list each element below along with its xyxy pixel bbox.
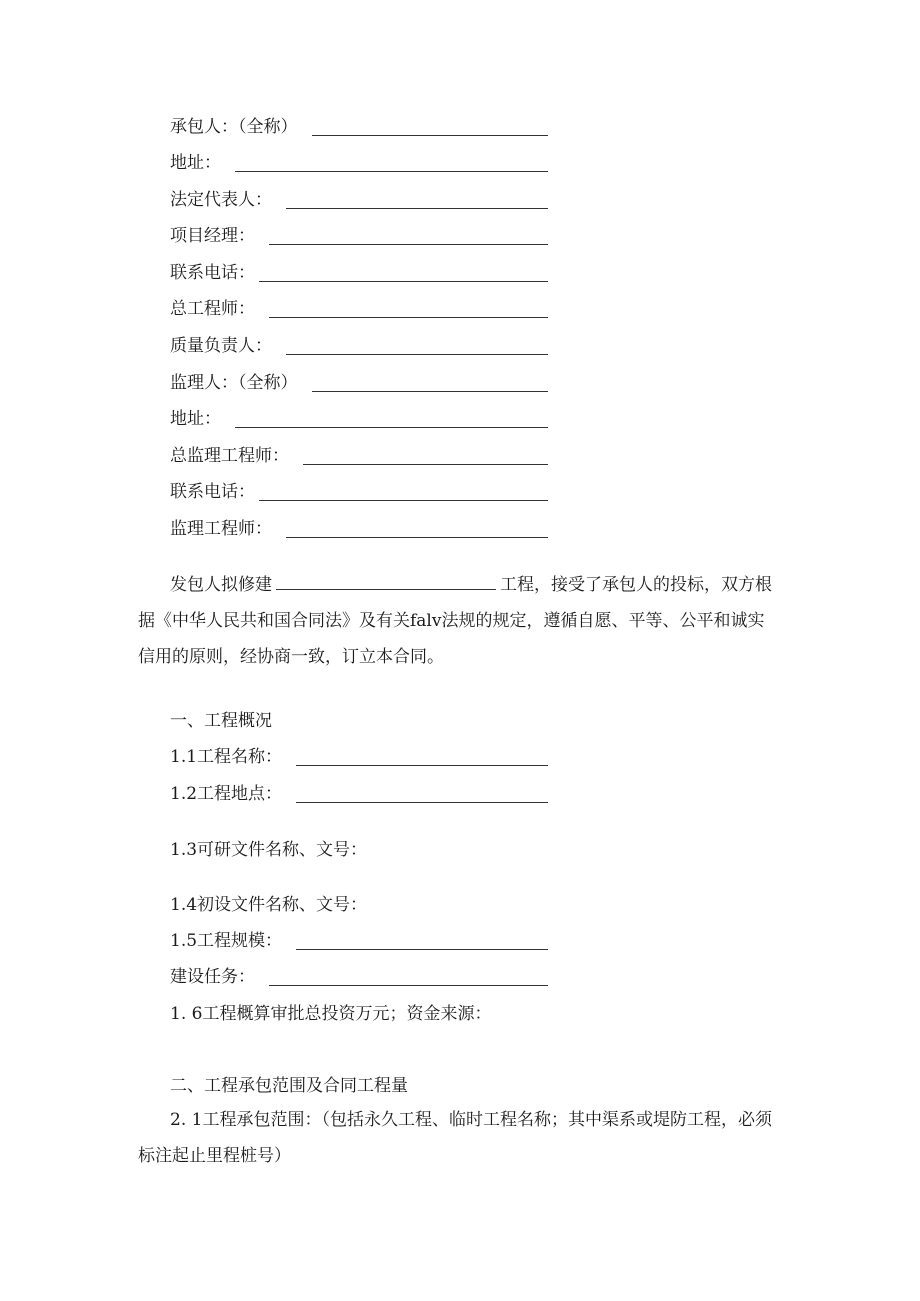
blank-line: [296, 948, 548, 950]
field-label: 1.2工程地点：: [170, 784, 283, 804]
blank-line: [235, 426, 548, 428]
legal-representative-row: [170, 185, 548, 213]
blank-line: [296, 764, 548, 766]
blank-line: [269, 984, 548, 986]
chief-supervising-engineer-row: [170, 441, 548, 469]
blank-line: [269, 243, 548, 245]
intro-part2: 工程，接受了承包人的投标，双方根据《中华人民共和国合同法》及有关falv法规的规定，遵循自愿、平等、公平和诚实信用的原则，经协商一致，订立本合同。: [138, 575, 772, 667]
budget-line: 1. 6工程概算审批总投资万元；资金来源：: [170, 1004, 492, 1024]
field-label: 承包人：（全称）: [170, 117, 298, 137]
intro-part1: 发包人拟修建: [170, 575, 272, 595]
supervisor-fullname-row: [170, 368, 548, 396]
field-label: 监理人：（全称）: [170, 373, 298, 393]
supervising-engineer-row: [170, 514, 548, 542]
blank-line: [235, 170, 548, 172]
quality-manager-row: [170, 331, 548, 359]
project-name-blank: [276, 575, 496, 590]
blank-line: [312, 134, 549, 136]
field-label: 联系电话：: [170, 263, 255, 283]
field-label: 总工程师：: [170, 299, 255, 319]
blank-line: [303, 463, 548, 465]
construction-task-row: [170, 962, 548, 990]
field-label: 监理工程师：: [170, 519, 272, 539]
blank-line: [286, 353, 548, 355]
field-label: 项目经理：: [170, 226, 255, 246]
supervisor-address-row: [170, 404, 548, 432]
contractor-phone-row: [170, 258, 548, 286]
blank-line: [259, 499, 548, 501]
field-label: 建设任务：: [170, 967, 255, 987]
supervisor-phone-row: [170, 477, 548, 505]
blank-line: [286, 536, 548, 538]
field-label: 地址：: [170, 409, 221, 429]
scope-paragraph: 2. 1工程承包范围：（包括永久工程、临时工程名称；其中渠系或堤防工程，必须标注起止里程桩号）: [138, 1110, 772, 1166]
contractor-fullname-row: [170, 112, 548, 140]
field-label: 质量负责人：: [170, 336, 272, 356]
preliminary-design-doc-line: 1.4初设文件名称、文号：: [170, 895, 368, 915]
blank-line: [296, 801, 548, 803]
project-scale-row: [170, 926, 548, 954]
feasibility-doc-line: 1.3可研文件名称、文号：: [170, 840, 368, 860]
section1-heading: 一、工程概况: [170, 711, 272, 731]
intro-paragraph: [138, 567, 778, 675]
field-label: 法定代表人：: [170, 190, 272, 210]
field-label: 联系电话：: [170, 482, 255, 502]
blank-line: [312, 390, 549, 392]
field-label: 1.1工程名称：: [170, 747, 283, 767]
project-location-row: [170, 779, 548, 807]
section2-heading: 二、工程承包范围及合同工程量: [170, 1076, 408, 1096]
field-label: 总监理工程师：: [170, 446, 289, 466]
field-label: 地址：: [170, 153, 221, 173]
project-name-row: [170, 742, 548, 770]
chief-engineer-row: [170, 294, 548, 322]
blank-line: [259, 280, 548, 282]
blank-line: [286, 207, 548, 209]
field-label: 1.5工程规模：: [170, 931, 283, 951]
blank-line: [269, 316, 548, 318]
project-manager-row: [170, 221, 548, 249]
contractor-address-row: [170, 148, 548, 176]
